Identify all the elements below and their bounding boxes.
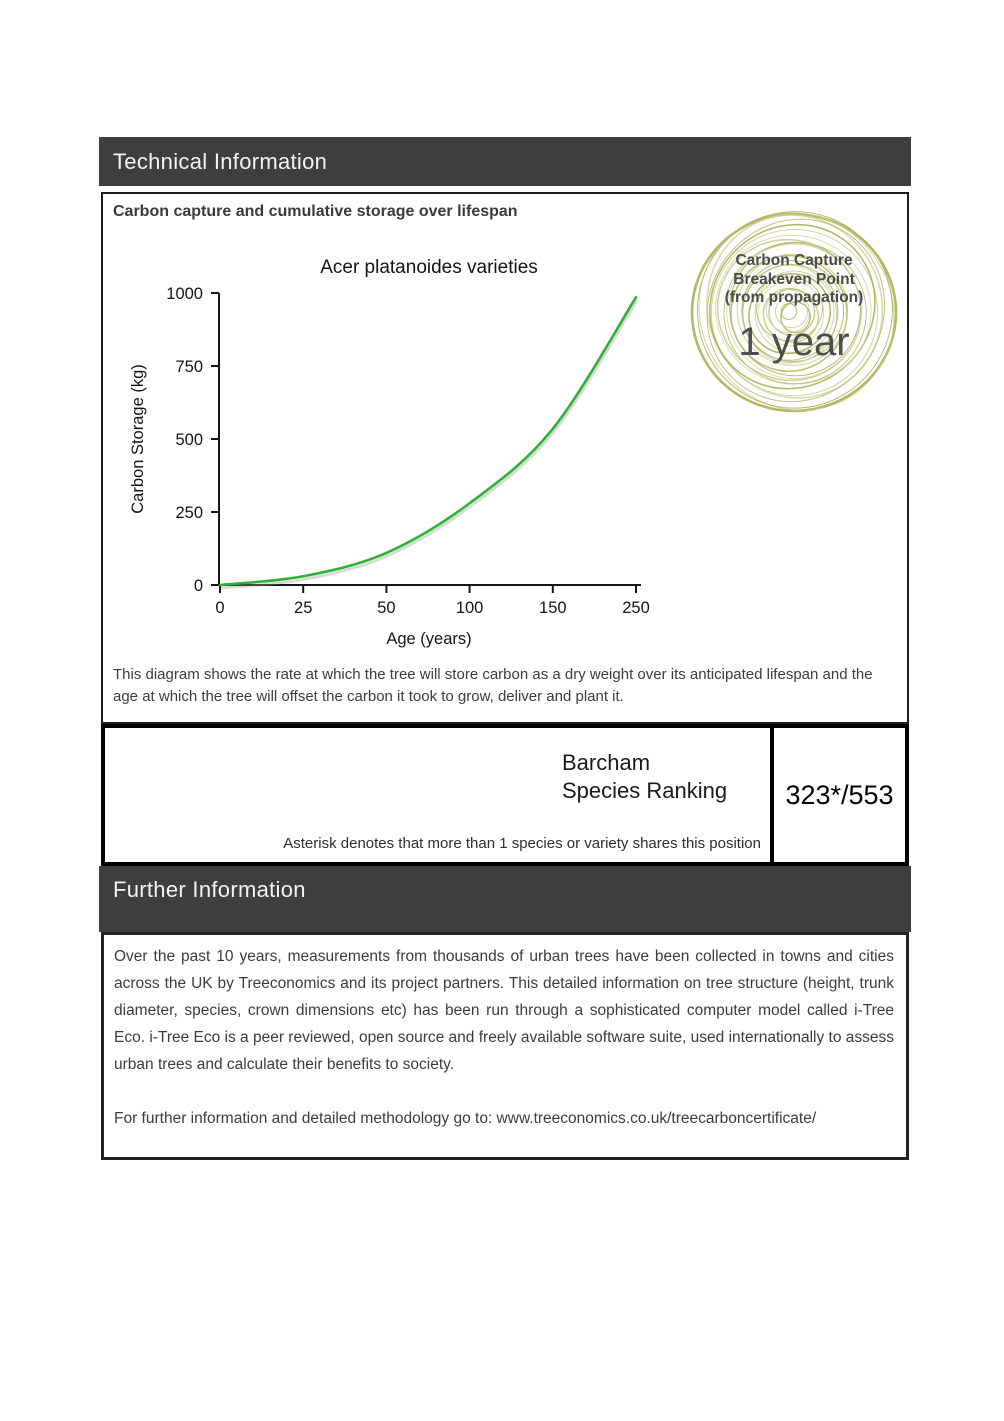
svg-text:0: 0 bbox=[215, 599, 225, 617]
further-information-title: Further Information bbox=[113, 877, 306, 902]
svg-text:50: 50 bbox=[377, 599, 396, 617]
technical-information-header bbox=[99, 137, 911, 186]
badge-line-1: Carbon Capture bbox=[735, 252, 853, 269]
species-ranking-left-cell bbox=[105, 728, 774, 862]
svg-text:150: 150 bbox=[539, 599, 567, 617]
asterisk-note: Asterisk denotes that more than 1 species or variety shares this position bbox=[283, 835, 761, 852]
x-axis-label: Age (years) bbox=[386, 630, 472, 648]
further-information-header bbox=[99, 866, 911, 932]
ranking-label-line1: Barcham bbox=[562, 750, 651, 775]
svg-text:100: 100 bbox=[455, 599, 484, 617]
carbon-storage-chart bbox=[123, 246, 698, 652]
svg-text:250: 250 bbox=[175, 504, 203, 522]
technical-information-title: Technical Information bbox=[113, 149, 328, 174]
svg-text:750: 750 bbox=[175, 358, 203, 376]
svg-text:500: 500 bbox=[175, 431, 203, 449]
chart-title: Acer platanoides varieties bbox=[320, 257, 538, 278]
carbon-breakeven-badge bbox=[686, 202, 902, 418]
species-ranking-box bbox=[101, 724, 909, 866]
svg-text:250: 250 bbox=[622, 599, 650, 617]
methodology-url-line: For further information and detailed methodology go to: www.treeconomics.co.uk/treecarboncertificate/ bbox=[114, 1110, 817, 1127]
chart-section-subtitle: Carbon capture and cumulative storage over lifespan bbox=[113, 203, 518, 220]
further-information-panel bbox=[101, 932, 909, 1160]
ranking-label-line2: Species Ranking bbox=[562, 778, 728, 803]
badge-line-2: Breakeven Point bbox=[733, 270, 855, 288]
y-axis-label: Carbon Storage (kg) bbox=[129, 364, 147, 514]
chart-description: This diagram shows the rate at which the tree will store carbon as a dry weight over its anticipated lifespan and the age at which the tree will offset the carbon it took to grow, deliver and plant it. bbox=[113, 666, 873, 705]
chart-plot-area bbox=[166, 285, 649, 617]
further-paragraph: Over the past 10 years, measurements from thousands of urban trees have been collected in towns and cities across the UK by Treeconomics and its project partners. This detailed information on tree structure (height, trunk diameter, species, crown dimensions etc) has been run through a sophisticated computer model called i-Tree Eco. i-Tree Eco is a peer reviewed, open source and freely available software suite, used internationally to assess urban trees and calculate their benefits to society. bbox=[114, 948, 895, 1073]
technical-panel bbox=[101, 192, 909, 724]
species-ranking-label bbox=[562, 749, 727, 805]
breakeven-value: 1 year bbox=[738, 319, 850, 364]
svg-text:0: 0 bbox=[193, 577, 203, 595]
svg-text:25: 25 bbox=[294, 599, 313, 617]
badge-text-block bbox=[686, 202, 902, 418]
ranking-value: 323*/553 bbox=[785, 779, 894, 810]
badge-line-3: (from propagation) bbox=[724, 289, 864, 306]
svg-text:1000: 1000 bbox=[166, 285, 203, 303]
